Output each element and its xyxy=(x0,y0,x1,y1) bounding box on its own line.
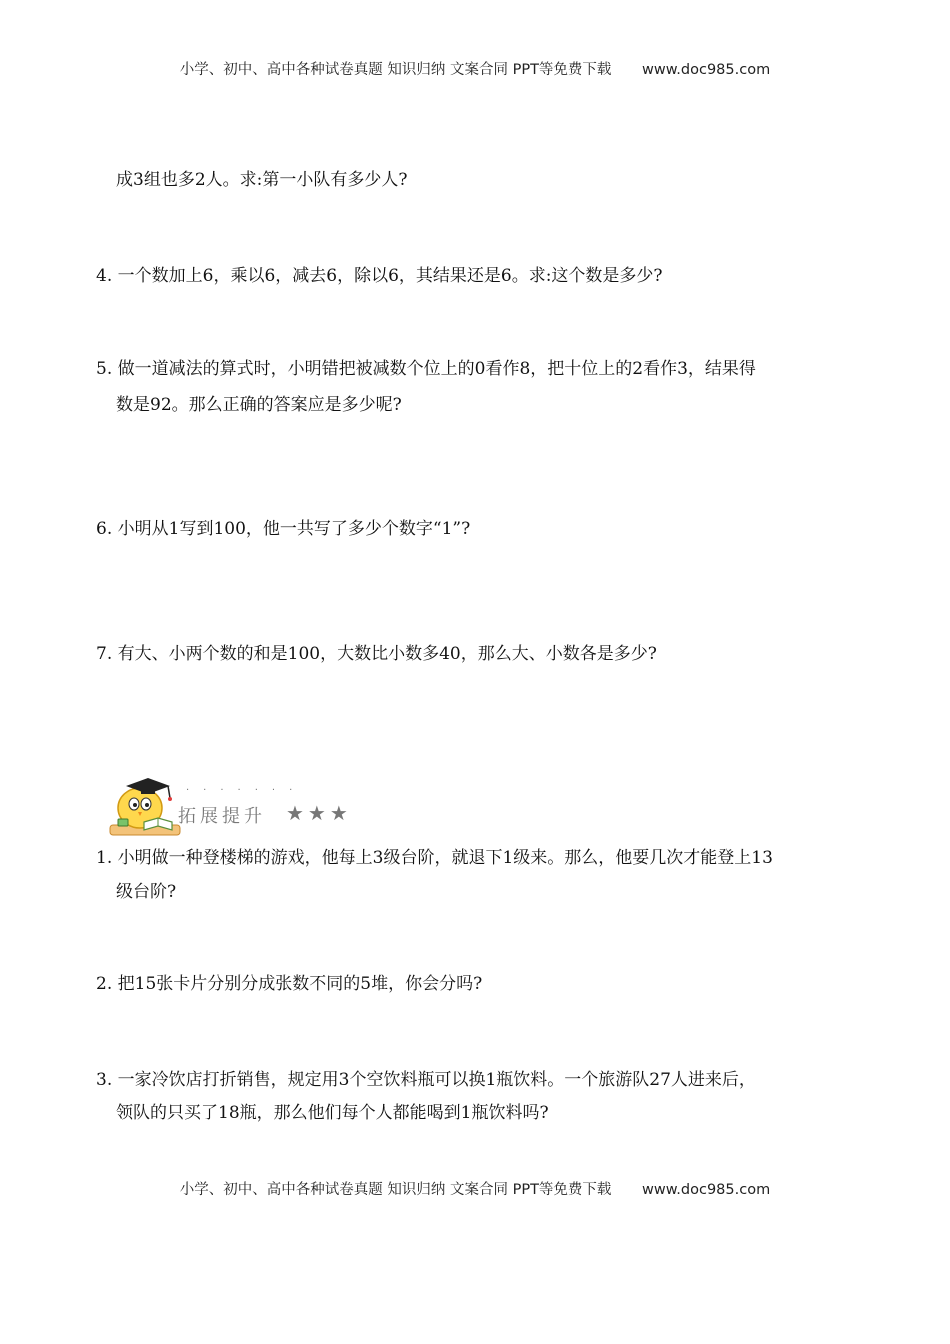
question-7: 7. 有大、小两个数的和是100，大数比小数多40，那么大、小数各是多少? xyxy=(96,644,657,664)
section-title: 拓展提升 xyxy=(178,806,266,827)
question-5-line-2: 数是92。那么正确的答案应是多少呢? xyxy=(116,395,402,415)
header-text: 小学、初中、高中各种试卷真题 知识归纳 文案合同 PPT等免费下载 xyxy=(179,62,612,78)
question-5-line-1: 5. 做一道减法的算式时，小明错把被减数个位上的0看作8，把十位上的2看作3，结果得 xyxy=(96,359,756,379)
section-decoration-dots: ······· xyxy=(186,785,307,796)
extension-question-1-line-2: 级台阶? xyxy=(116,882,177,902)
question-6: 6. 小明从1写到100，他一共写了多少个数字“1”? xyxy=(96,519,471,539)
section-difficulty-stars: ★★★ xyxy=(286,801,352,825)
extension-question-2: 2. 把15张卡片分别分成张数不同的5堆，你会分吗? xyxy=(96,974,483,994)
extension-question-3-line-2: 领队的只买了18瓶，那么他们每个人都能喝到1瓶饮料吗? xyxy=(116,1103,549,1123)
question-4: 4. 一个数加上6，乘以6，减去6，除以6，其结果还是6。求:这个数是多少? xyxy=(96,266,663,286)
question-3-continuation: 成3组也多2人。求:第一小队有多少人? xyxy=(116,170,408,190)
page-header xyxy=(0,58,950,79)
extension-question-3-line-1: 3. 一家冷饮店打折销售，规定用3个空饮料瓶可以换1瓶饮料。一个旅游队27人进来后， xyxy=(96,1070,756,1090)
extension-question-1-line-1: 1. 小明做一种登楼梯的游戏，他每上3级台阶，就退下1级来。那么，他要几次才能登上13 xyxy=(96,848,773,868)
header-site-link[interactable]: www.doc985.com xyxy=(642,62,771,78)
page-footer xyxy=(0,1178,950,1199)
footer-site-link[interactable]: www.doc985.com xyxy=(642,1182,771,1198)
footer-text: 小学、初中、高中各种试卷真题 知识归纳 文案合同 PPT等免费下载 xyxy=(179,1182,612,1198)
